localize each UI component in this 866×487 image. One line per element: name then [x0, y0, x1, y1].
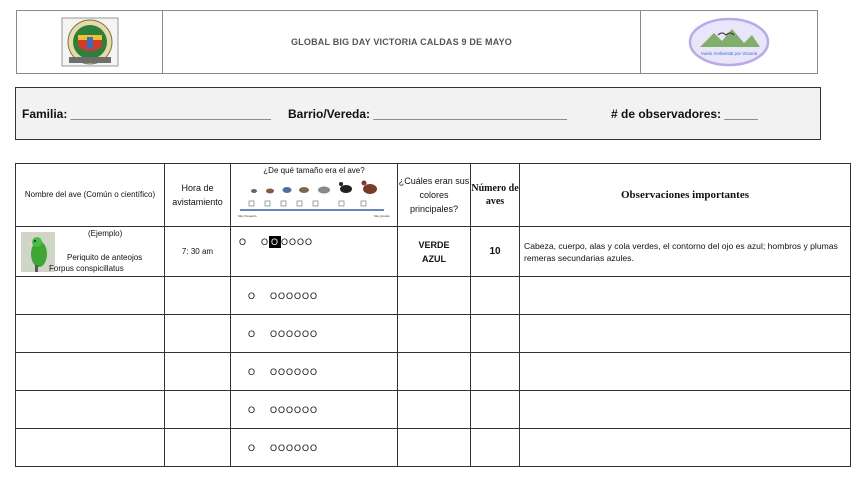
row-hora-cell[interactable]: [165, 429, 231, 467]
row-numero-cell[interactable]: [471, 391, 520, 429]
row-numero-cell[interactable]: [471, 429, 520, 467]
row-size-options[interactable]: O OOOOOO: [231, 315, 398, 353]
table-row: [16, 429, 851, 467]
row-observaciones-cell[interactable]: [520, 353, 851, 391]
example-colors: [398, 227, 471, 277]
table-row: [16, 391, 851, 429]
row-colores-cell[interactable]: [398, 429, 471, 467]
row-numero-cell[interactable]: [471, 315, 520, 353]
header-tamano-label: ¿De qué tamaño era el ave?: [263, 166, 365, 175]
observadores-field[interactable]: # de observadores: _____: [611, 106, 758, 121]
header-hora: Hora de avistamiento: [165, 164, 231, 227]
example-common-name: Periquito de anteojos: [67, 253, 143, 262]
row-colores-cell[interactable]: [398, 315, 471, 353]
example-size-options: [231, 227, 398, 277]
row-hora-cell[interactable]: [165, 353, 231, 391]
row-size-options[interactable]: O OOOOOO: [231, 429, 398, 467]
row-numero-cell[interactable]: [471, 277, 520, 315]
row-nombre-cell[interactable]: [16, 315, 165, 353]
size-checkboxes: [249, 201, 366, 206]
barrio-vereda-field[interactable]: Barrio/Vereda: _____________________________: [288, 106, 567, 121]
row-colores-cell[interactable]: [398, 353, 471, 391]
header-tamano: [231, 164, 398, 227]
row-nombre-cell[interactable]: [16, 429, 165, 467]
logo-right-text: Vuelo Ambiental por Victoria: [700, 51, 758, 56]
row-colores-cell[interactable]: [398, 391, 471, 429]
row-size-options[interactable]: O OOOOOO: [231, 353, 398, 391]
row-colores-cell[interactable]: [398, 277, 471, 315]
row-nombre-cell[interactable]: [16, 277, 165, 315]
birding-club-logo-icon: [688, 17, 770, 67]
logo-left-cell: [17, 11, 163, 73]
example-scientific-name: Forpus conspicillatus: [49, 264, 124, 273]
familia-field[interactable]: Familia: ______________________________: [22, 106, 271, 121]
row-observaciones-cell[interactable]: [520, 429, 851, 467]
row-nombre-cell[interactable]: [16, 391, 165, 429]
table-row: [16, 353, 851, 391]
row-numero-cell[interactable]: [471, 353, 520, 391]
example-color-1: VERDE: [418, 239, 450, 250]
size-option-selected: O: [271, 237, 280, 247]
size-options-left: O O: [239, 237, 270, 247]
header-nombre: Nombre del ave (Común o científico): [16, 164, 165, 227]
example-label: (Ejemplo): [88, 229, 123, 238]
bird-size-scale: [234, 175, 394, 221]
header-numero: Número de aves: [471, 164, 520, 227]
table-row: [16, 315, 851, 353]
family-info-box: [15, 87, 821, 140]
row-size-options[interactable]: O OOOOOO: [231, 391, 398, 429]
row-observaciones-cell[interactable]: [520, 315, 851, 353]
row-hora-cell[interactable]: [165, 315, 231, 353]
row-observaciones-cell[interactable]: [520, 391, 851, 429]
document-title: GLOBAL BIG DAY VICTORIA CALDAS 9 DE MAYO: [290, 37, 513, 47]
example-numero: 10: [471, 227, 520, 277]
row-hora-cell[interactable]: [165, 391, 231, 429]
table-header-row: [16, 164, 851, 227]
example-row: [16, 227, 851, 277]
row-size-options[interactable]: O OOOOOO: [231, 277, 398, 315]
example-observaciones: Cabeza, cuerpo, alas y cola verdes, el contorno del ojo es azul; hombros y plumas remeras secundarias azules.: [520, 227, 851, 277]
header-colores: ¿Cuáles eran sus colores principales?: [398, 164, 471, 227]
example-hora: 7: 30 am: [165, 227, 231, 277]
size-large-label: Muy grande: [374, 214, 390, 218]
row-hora-cell[interactable]: [165, 277, 231, 315]
row-observaciones-cell[interactable]: [520, 277, 851, 315]
logo-right-cell: [640, 11, 817, 73]
bird-observation-table: [15, 163, 851, 467]
municipal-shield-icon: [59, 15, 121, 69]
table-row: [16, 277, 851, 315]
example-color-2: AZUL: [422, 253, 446, 264]
example-name-cell: [16, 227, 165, 277]
header-observaciones: Observaciones importantes: [520, 164, 851, 227]
bird-silhouettes-icon: [251, 181, 377, 195]
size-small-label: Muy Pequeño: [238, 214, 257, 218]
document-header: [16, 10, 818, 74]
size-options-right: OOOO: [281, 237, 314, 247]
row-nombre-cell[interactable]: [16, 353, 165, 391]
